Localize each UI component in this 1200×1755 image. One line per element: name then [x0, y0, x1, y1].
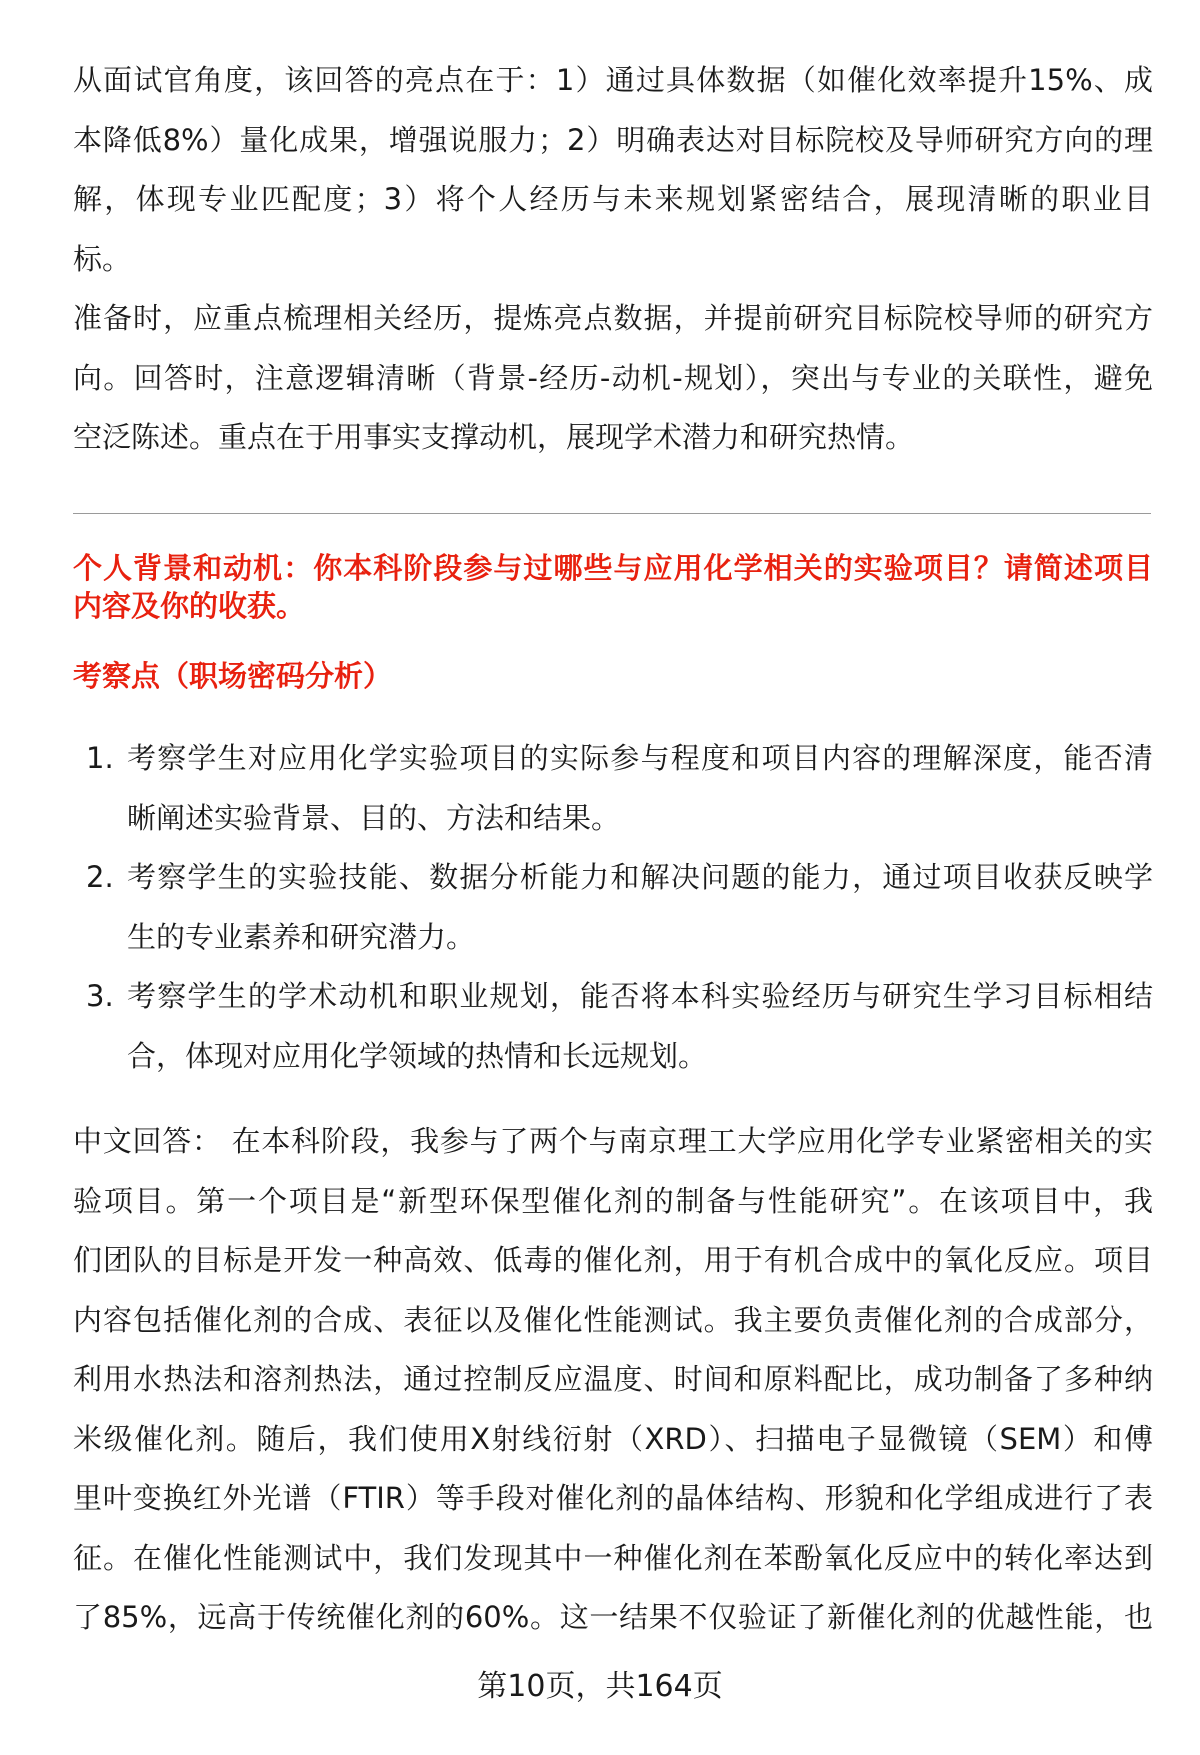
intro-paragraph-line: 空泛陈述。重点在于用事实支撑动机，展现学术潜力和研究热情。	[73, 420, 915, 454]
intro-paragraph-line: 标。	[73, 241, 132, 276]
list-number: 2.	[86, 860, 114, 894]
list-item-line: 生的专业素养和研究潜力。	[127, 919, 476, 954]
list-item-line: 晰阐述实验背景、目的、方法和结果。	[127, 800, 621, 835]
assessment-subtitle: 考察点（职场密码分析）	[73, 659, 393, 693]
list-item-line: 合，体现对应用化学领域的热情和长远规划。	[127, 1038, 708, 1073]
list-number: 1.	[86, 741, 114, 775]
list-number: 3.	[86, 979, 114, 1013]
answer-paragraph-line: 内容包括催化剂的合成、表征以及催化性能测试。我主要负责催化剂的合成部分，	[73, 1302, 1153, 1337]
answer-paragraph-line: 里叶变换红外光谱（FTIR）等手段对催化剂的晶体结构、形貌和化学组成进行了表	[73, 1481, 1153, 1515]
section-divider	[73, 513, 1151, 514]
question-heading-line: 内容及你的收获。	[73, 589, 306, 623]
list-item-line: 考察学生对应用化学实验项目的实际参与程度和项目内容的理解深度，能否清	[127, 741, 1153, 775]
intro-paragraph-line: 从面试官角度，该回答的亮点在于：1）通过具体数据（如催化效率提升15%、成	[73, 63, 1153, 97]
intro-paragraph-line: 本降低8%）量化成果，增强说服力；2）明确表达对目标院校及导师研究方向的理	[73, 122, 1153, 157]
intro-paragraph-line: 准备时，应重点梳理相关经历，提炼亮点数据，并提前研究目标院校导师的研究方	[73, 301, 1153, 335]
question-heading-line: 个人背景和动机：你本科阶段参与过哪些与应用化学相关的实验项目？请简述项目	[73, 551, 1153, 585]
intro-paragraph-line: 向。回答时，注意逻辑清晰（背景-经历-动机-规划），突出与专业的关联性，避免	[73, 360, 1153, 395]
answer-paragraph-line: 了85%，远高于传统催化剂的60%。这一结果不仅验证了新催化剂的优越性能，也	[73, 1600, 1153, 1634]
page-number: 第10页，共164页	[477, 1669, 723, 1704]
answer-paragraph-line: 利用水热法和溶剂热法，通过控制反应温度、时间和原料配比，成功制备了多种纳	[73, 1362, 1153, 1396]
answer-paragraph-line: 征。在催化性能测试中，我们发现其中一种催化剂在苯酚氧化反应中的转化率达到	[73, 1540, 1153, 1575]
answer-paragraph-line: 中文回答： 在本科阶段，我参与了两个与南京理工大学应用化学专业紧密相关的实	[73, 1124, 1153, 1158]
intro-paragraph-line: 解，体现专业匹配度；3）将个人经历与未来规划紧密结合，展现清晰的职业目	[73, 182, 1153, 216]
answer-paragraph-line: 验项目。第一个项目是“新型环保型催化剂的制备与性能研究”。在该项目中，我	[73, 1183, 1153, 1218]
list-item-line: 考察学生的实验技能、数据分析能力和解决问题的能力，通过项目收获反映学	[127, 860, 1153, 894]
list-item-line: 考察学生的学术动机和职业规划，能否将本科实验经历与研究生学习目标相结	[127, 979, 1153, 1013]
answer-paragraph-line: 们团队的目标是开发一种高效、低毒的催化剂，用于有机合成中的氧化反应。项目	[73, 1243, 1153, 1277]
answer-paragraph-line: 米级催化剂。随后，我们使用X射线衍射（XRD）、扫描电子显微镜（SEM）和傅	[73, 1421, 1153, 1456]
